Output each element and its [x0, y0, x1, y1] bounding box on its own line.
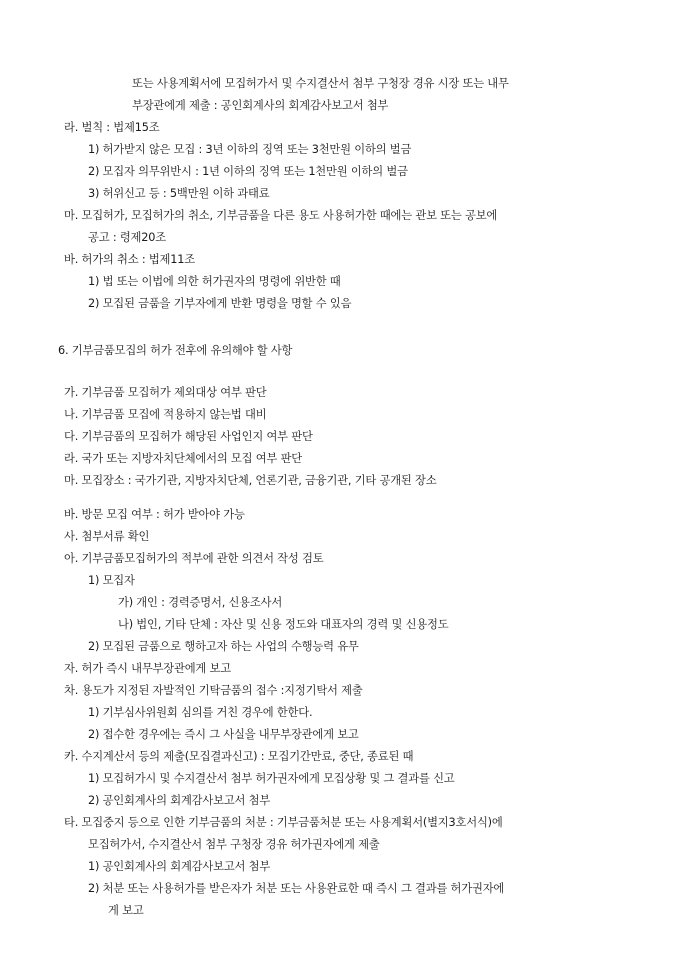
list-item: 1) 모집자 — [88, 574, 135, 587]
section-heading: 사. 첨부서류 확인 — [64, 530, 150, 543]
section-heading: 라. 벌칙 : 법제15조 — [64, 121, 160, 134]
section-heading: 마. 모집허가, 모집허가의 취소, 기부금품을 다른 용도 사용허가한 때에는 관보 또는 공보에 — [64, 209, 498, 222]
section-heading: 바. 허가의 취소 : 법제11조 — [64, 253, 195, 266]
list-item: 3) 허위신고 등 : 5백만원 이하 과태료 — [88, 187, 270, 200]
list-item: 1) 허가받지 않은 모집 : 3년 이하의 징역 또는 3천만원 이하의 벌금 — [88, 143, 412, 156]
list-item: 2) 모집된 금품을 기부자에게 반환 명령을 명할 수 있음 — [88, 297, 352, 310]
list-item: 1) 공인회계사의 회계감사보고서 첨부 — [88, 860, 271, 873]
section-heading: 바. 방문 모집 여부 : 허가 받아야 가능 — [64, 508, 245, 521]
sub-list-item: 가) 개인 : 경력증명서, 신용조사서 — [118, 596, 283, 609]
list-item: 1) 법 또는 이법에 의한 허가권자의 명령에 위반한 때 — [88, 275, 341, 288]
text-line: 부장관에게 제출 : 공인회계사의 회계감사보고서 첨부 — [132, 99, 389, 112]
chapter-title: 6. 기부금품모집의 허가 전후에 유의해야 할 사항 — [58, 344, 293, 357]
list-item: 2) 모집된 금품으로 행하고자 하는 사업의 수행능력 유무 — [88, 640, 359, 653]
sub-list-item: 나) 법인, 기타 단체 : 자산 및 신용 정도와 대표자의 경력 및 신용정도 — [118, 618, 449, 631]
list-item: 1) 모집허가시 및 수지결산서 첨부 허가권자에게 모집상황 및 그 결과를 신고 — [88, 772, 455, 785]
list-item: 1) 기부심사위원회 심의를 거친 경우에 한한다. — [88, 706, 313, 719]
section-heading: 나. 기부금품 모집에 적용하지 않는법 대비 — [64, 408, 267, 421]
list-item: 2) 공인회계사의 회계감사보고서 첨부 — [88, 794, 271, 807]
text-line: 게 보고 — [108, 904, 144, 917]
list-item: 2) 처분 또는 사용허가를 받은자가 처분 또는 사용완료한 때 즉시 그 결과를 허가권자에 — [88, 882, 505, 895]
section-heading: 다. 기부금품의 모집허가 해당된 사업인지 여부 판단 — [64, 430, 313, 443]
list-item: 2) 모집자 의무위반시 : 1년 이하의 징역 또는 1천만원 이하의 벌금 — [88, 165, 408, 178]
list-item: 2) 접수한 경우에는 즉시 그 사실을 내무부장관에게 보고 — [88, 728, 359, 741]
section-heading: 가. 기부금품 모집허가 제외대상 여부 판단 — [64, 386, 267, 399]
text-line: 모집허가서, 수지결산서 첨부 구청장 경유 허가권자에게 제출 — [88, 838, 380, 851]
section-heading: 라. 국가 또는 지방자치단체에서의 모집 여부 판단 — [64, 452, 302, 465]
section-heading: 차. 용도가 지정된 자발적인 기탁금품의 접수 :지정기탁서 제출 — [64, 684, 363, 697]
text-line: 또는 사용계획서에 모집허가서 및 수지결산서 첨부 구청장 경유 시장 또는 내무 — [132, 77, 509, 90]
text-line: 공고 : 령제20조 — [88, 231, 166, 244]
section-heading: 자. 허가 즉시 내무부장관에게 보고 — [64, 662, 231, 675]
section-heading: 아. 기부금품모집허가의 적부에 관한 의견서 작성 검토 — [64, 552, 324, 565]
section-heading: 타. 모집중지 등으로 인한 기부금품의 처분 : 기부금품처분 또는 사용계획서(별지3호서식)에 — [64, 816, 503, 829]
section-heading: 마. 모집장소 : 국가기관, 지방자치단체, 언론기관, 금융기관, 기타 공개된 장소 — [64, 474, 437, 487]
section-heading: 카. 수지계산서 등의 제출(모집결과신고) : 모집기간만료, 중단, 종료된 때 — [64, 750, 414, 763]
